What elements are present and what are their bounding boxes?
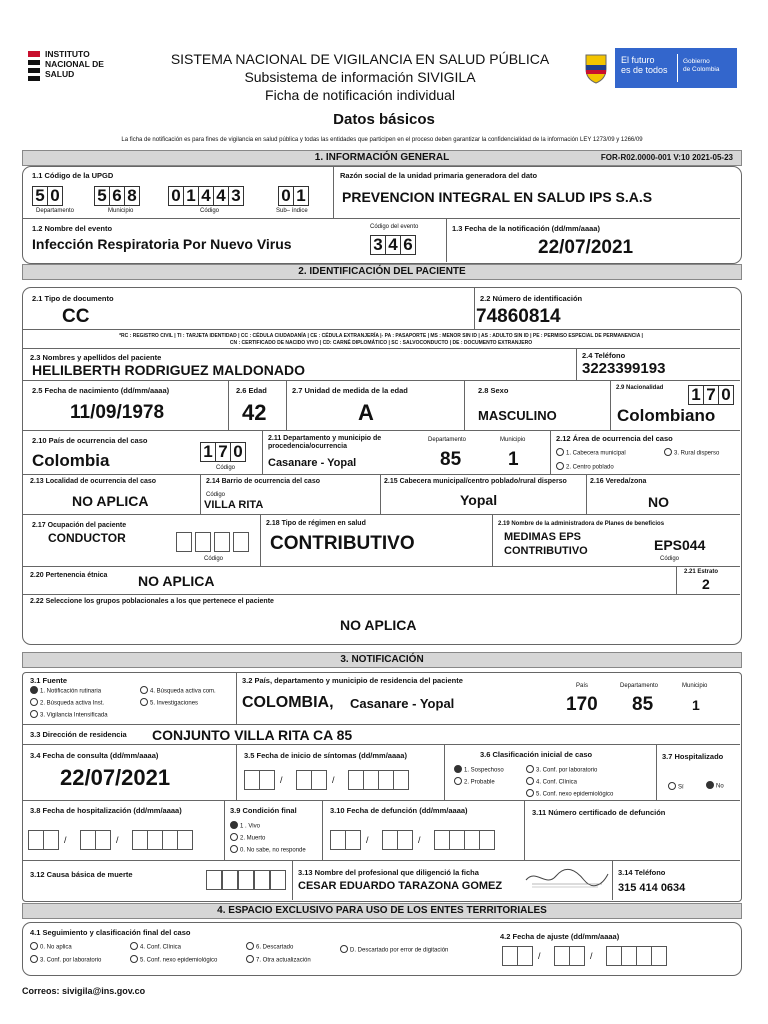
administradora-codigo-label: Código: [660, 556, 680, 562]
pais-code-cell[interactable]: 0: [230, 442, 246, 462]
upgd-label: 1.1 Código de la UPGD: [32, 171, 114, 180]
fuente-opt-3-label: 3. Vigilancia Intensificada: [40, 712, 108, 719]
condicion-opt-ns-label: 0. No sabe, no responde: [240, 847, 306, 854]
gov-name-1: Gobierno: [683, 58, 710, 65]
upgd-digit-cell[interactable]: 5: [94, 186, 110, 206]
grupos-value[interactable]: NO APLICA: [340, 617, 417, 633]
condicion-opt-vivo-label: 1 . Vivo: [240, 823, 260, 830]
ocupacion-code-cell[interactable]: [214, 532, 230, 552]
unidad-edad-value[interactable]: A: [358, 400, 374, 425]
logo-line-3: SALUD: [45, 69, 75, 79]
gov-slogan-1: El futuro: [621, 55, 655, 65]
area-label: 2.12 Área de ocurrencia del caso: [556, 434, 673, 443]
hospitalizado-label: 3.7 Hospitalizado: [662, 752, 724, 761]
upgd-digit-cell[interactable]: 0: [278, 186, 294, 206]
fecha-ajuste-cell[interactable]: [569, 946, 585, 966]
sexo-label: 2.8 Sexo: [478, 386, 509, 395]
date-separator: /: [280, 775, 283, 785]
clasif-opt-1-label: 1. Sospechoso: [464, 767, 504, 774]
upgd-digit-cell[interactable]: 0: [168, 186, 184, 206]
seg-opt-3[interactable]: [30, 956, 101, 964]
fecha-defuncion-cell[interactable]: [434, 830, 450, 850]
nacionalidad-value[interactable]: Colombiano: [617, 406, 716, 425]
nombre-value[interactable]: HELILBERTH RODRIGUEZ MALDONADO: [32, 362, 305, 378]
footer-correos: Correos: sivigila@ins.gov.co: [22, 986, 146, 996]
evento-code-cell[interactable]: 3: [370, 235, 386, 255]
condicion-label: 3.9 Condición final: [230, 806, 297, 815]
fuente-opt-3[interactable]: [30, 711, 108, 719]
numero-id-value[interactable]: 74860814: [476, 306, 561, 327]
direccion-value[interactable]: CONJUNTO VILLA RITA CA 85: [152, 727, 353, 743]
cod-evento-label: Código del evento: [370, 224, 419, 230]
date-separator: /: [64, 835, 67, 845]
ocupacion-codigo-label: Código: [204, 556, 224, 562]
condicion-opt-vivo[interactable]: [230, 822, 260, 830]
barrio-codigo-label: Código: [206, 492, 226, 498]
nombre-label: 2.3 Nombres y apellidos del paciente: [30, 353, 162, 362]
residencia-dep-label: Departamento: [620, 683, 659, 689]
pais-code-cell[interactable]: 7: [215, 442, 231, 462]
profesional-value[interactable]: CESAR EDUARDO TARAZONA GOMEZ: [298, 880, 503, 892]
upgd-digit-cell[interactable]: 6: [109, 186, 125, 206]
seg-opt-3-label: 3. Conf. por laboratorio: [40, 957, 102, 964]
cabecera-value[interactable]: Yopal: [460, 492, 498, 508]
radio-icon: [526, 777, 534, 785]
nacionalidad-code-cell[interactable]: 1: [688, 385, 704, 405]
fecha-ajuste-cell[interactable]: [517, 946, 533, 966]
seg-opt-7[interactable]: [246, 956, 311, 964]
condicion-opt-muerto[interactable]: [230, 834, 265, 842]
fecha-defuncion-cell[interactable]: [479, 830, 495, 850]
tipo-documento-label: 2.1 Tipo de documento: [32, 294, 114, 303]
causa-muerte-cell[interactable]: [222, 870, 238, 890]
ins-logo-icon: [26, 47, 42, 87]
grupos-label: 2.22 Seleccione los grupos poblacionales a los que pertenece el paciente: [30, 598, 274, 605]
fecha-ajuste-cell[interactable]: [502, 946, 518, 966]
date-separator: /: [332, 775, 335, 785]
fecha-sintomas-cell[interactable]: [259, 770, 275, 790]
clasif-opt-5-label: 5. Conf. nexo epidemiológico: [536, 791, 614, 798]
sexo-value[interactable]: MASCULINO: [478, 408, 557, 423]
unidad-edad-label: 2.7 Unidad de medida de la edad: [292, 386, 408, 395]
fecha-hosp-label: 3.8 Fecha de hospitalización (dd/mm/aaaa): [30, 806, 182, 815]
seguimiento-label: 4.1 Seguimiento y clasificación final del caso: [30, 928, 191, 937]
document-types-note: [22, 333, 740, 346]
colombia-shield-icon: [583, 51, 609, 85]
fecha-sintomas-cell[interactable]: [311, 770, 327, 790]
fuente-opt-4-label: 4. Búsqueda activa com.: [150, 688, 216, 695]
pais-ocurrencia-label: 2.10 País de ocurrencia del caso: [32, 436, 148, 445]
telefono-prof-label: 3.14 Teléfono: [618, 868, 666, 877]
residencia-mun-code[interactable]: 1: [692, 697, 700, 713]
seg-opt-5-label: 5. Conf. nexo epidemiológico: [140, 957, 218, 964]
administradora-label: 2.19 Nombre de la administradora de Planes de beneficios: [498, 521, 665, 527]
radio-icon: [30, 955, 38, 963]
fecha-defuncion-label: 3.10 Fecha de defunción (dd/mm/aaaa): [330, 806, 468, 815]
seg-opt-0-label: 0. No aplica: [40, 944, 72, 951]
date-separator: /: [116, 835, 119, 845]
estrato-value[interactable]: 2: [702, 576, 710, 592]
area-opt-centro-label: 2. Centro poblado: [566, 464, 614, 471]
departamento-label: Departamento: [428, 437, 467, 443]
fecha-hosp-cell[interactable]: [43, 830, 59, 850]
depmun-label: 2.11 Departamento y municipio de procedencia/ocurrencia: [268, 435, 382, 450]
fecha-sintomas-cell[interactable]: [244, 770, 260, 790]
fecha-defuncion-cell[interactable]: [382, 830, 398, 850]
logo-line-2: NACIONAL DE: [45, 59, 104, 69]
estrato-label: 2.21 Estrato: [684, 569, 719, 575]
fecha-hosp-cell[interactable]: [28, 830, 44, 850]
upgd-digit-cell[interactable]: 0: [47, 186, 63, 206]
ins-logo: [26, 45, 126, 90]
pais-code-cell[interactable]: 1: [200, 442, 216, 462]
upgd-sub-label: Sub– índice: [276, 208, 308, 214]
section-1-bar: [22, 150, 742, 166]
residencia-pais[interactable]: COLOMBIA,: [242, 694, 334, 711]
evento-code-cell[interactable]: 4: [385, 235, 401, 255]
section-title: Datos básicos: [333, 111, 435, 128]
form-title: SISTEMA NACIONAL DE VIGILANCIA EN SALUD PÚBLICA: [170, 51, 550, 67]
cabecera-label: 2.15 Cabecera municipal/centro poblado/rural disperso: [384, 478, 567, 485]
fecha-ajuste-cell[interactable]: [554, 946, 570, 966]
upgd-digit-cell[interactable]: 4: [213, 186, 229, 206]
fuente-label: 3.1 Fuente: [30, 676, 68, 685]
fecha-defuncion-cell[interactable]: [330, 830, 346, 850]
telefono-value[interactable]: 3223399193: [582, 360, 666, 377]
radio-icon: [30, 710, 38, 718]
gov-name-2: de Colombia: [683, 66, 720, 73]
logo-line-1: INSTITUTO: [45, 49, 90, 59]
ocupacion-code-cell[interactable]: [233, 532, 249, 552]
radio-selected-icon: [454, 765, 462, 773]
localidad-label: 2.13 Localidad de ocurrencia del caso: [30, 478, 157, 485]
municipio-label: Municipio: [500, 437, 526, 443]
gov-logo: [583, 48, 738, 88]
fecha-notificacion-label: 1.3 Fecha de la notificación (dd/mm/aaaa): [452, 224, 600, 233]
residencia-depmun[interactable]: Casanare - Yopal: [350, 696, 455, 711]
radio-icon: [230, 833, 238, 841]
upgd-digit-cell[interactable]: 8: [124, 186, 140, 206]
section-3-bar: 3. NOTIFICACIÓN: [22, 652, 742, 668]
upgd-digit-cell[interactable]: 1: [293, 186, 309, 206]
document-types-note-1: *RC : REGISTRO CIVIL | TI : TARJETA IDENTIDAD | CC : CÉDULA CIUDADANÍA | CE : CÉDULA EXTRANJERÍA |- PA : PASAPORTE | MS : MENOR SIN ID | AS : ADULTO SIN ID | PE : PERMISO ESPECIAL DE PERMANENCIA |: [119, 333, 643, 339]
fecha-defuncion-cell[interactable]: [345, 830, 361, 850]
radio-icon: [556, 462, 564, 470]
telefono-prof-value[interactable]: 315 414 0634: [618, 882, 686, 894]
upgd-digit-cell[interactable]: 5: [32, 186, 48, 206]
residencia-pais-code[interactable]: 170: [566, 694, 598, 715]
barrio-value[interactable]: VILLA RITA: [204, 499, 264, 511]
fecha-ajuste-cell[interactable]: [606, 946, 622, 966]
fecha-sintomas-cell[interactable]: [378, 770, 394, 790]
section-2-bar: 2. IDENTIFICACIÓN DEL PACIENTE: [22, 264, 742, 280]
signature-stamp-icon: [522, 866, 612, 892]
regimen-label: 2.18 Tipo de régimen en salud: [266, 520, 366, 527]
edad-label: 2.6 Edad: [236, 386, 267, 395]
condicion-opt-muerto-label: 2. Muerto: [240, 835, 266, 842]
fecha-sintomas-cell[interactable]: [296, 770, 312, 790]
evento-code-cell[interactable]: 6: [400, 235, 416, 255]
upgd-digit-cell[interactable]: 1: [183, 186, 199, 206]
clasif-opt-4-label: 4. Conf. Clínica: [536, 779, 578, 786]
administradora-value-1[interactable]: MEDIMAS EPS: [504, 531, 582, 543]
disclaimer: La ficha de notificación es para fines de vigilancia en salud pública y todas las entidades que participen en el proceso deben garantizar la confidencialidad de la información LEY 1273/09 y 1266/09: [121, 137, 643, 143]
date-separator: /: [538, 951, 541, 961]
fecha-nacimiento-label: 2.5 Fecha de nacimiento (dd/mm/aaaa): [32, 386, 170, 395]
section-1-title: 1. INFORMACIÓN GENERAL: [314, 152, 450, 163]
localidad-value[interactable]: NO APLICA: [72, 493, 149, 509]
radio-selected-icon: [706, 781, 714, 789]
evento-label: 1.2 Nombre del evento: [32, 224, 113, 233]
radio-icon: [230, 845, 238, 853]
seg-opt-6[interactable]: [246, 943, 293, 951]
fecha-defuncion-cell[interactable]: [464, 830, 480, 850]
ocupacion-code-cell[interactable]: [176, 532, 192, 552]
clasif-opt-2[interactable]: [454, 778, 495, 786]
fecha-consulta-label: 3.4 Fecha de consulta (dd/mm/aaaa): [30, 751, 159, 760]
upgd-dep-label: Departamento: [36, 208, 75, 214]
nacionalidad-code-cell[interactable]: 7: [703, 385, 719, 405]
departamento-value[interactable]: 85: [440, 449, 462, 470]
form-code: FOR-R02.0000-001 V:10 2021-05-23: [600, 153, 733, 162]
fecha-sintomas-cell[interactable]: [348, 770, 364, 790]
date-separator: /: [366, 835, 369, 845]
causa-muerte-cell[interactable]: [238, 870, 254, 890]
vereda-label: 2.16 Vereda/zona: [590, 478, 647, 485]
nacionalidad-label: 2.9 Nacionalidad: [616, 385, 664, 391]
clasif-opt-2-label: 2. Probable: [464, 779, 495, 786]
seg-opt-7-label: 7. Otra actualización: [256, 957, 311, 964]
radio-icon: [246, 955, 254, 963]
causa-muerte-label: 3.12 Causa básica de muerte: [30, 870, 133, 879]
radio-icon: [556, 448, 564, 456]
fecha-nacimiento-value[interactable]: 11/09/1978: [70, 402, 165, 423]
residencia-mun-label: Municipio: [682, 683, 708, 689]
radio-icon: [30, 698, 38, 706]
section-4-bar: 4. ESPACIO EXCLUSIVO PARA USO DE LOS ENTES TERRITORIALES: [22, 903, 742, 919]
fecha-ajuste-label: 4.2 Fecha de ajuste (dd/mm/aaaa): [500, 932, 620, 941]
fecha-ajuste-cell[interactable]: [636, 946, 652, 966]
clasif-opt-3[interactable]: [526, 766, 597, 774]
residencia-pais-label: País: [576, 683, 589, 689]
radio-selected-icon: [30, 686, 38, 694]
seg-opt-d-label: D. Descartado por error de digitación: [350, 947, 449, 954]
date-separator: /: [418, 835, 421, 845]
fecha-hosp-cell[interactable]: [162, 830, 178, 850]
administradora-value-2[interactable]: CONTRIBUTIVO: [504, 545, 588, 557]
radio-icon: [246, 942, 254, 950]
etnica-value[interactable]: NO APLICA: [138, 573, 215, 589]
fecha-ajuste-cell[interactable]: [621, 946, 637, 966]
ocupacion-label: 2.17 Ocupación del paciente: [32, 522, 127, 529]
fecha-ajuste-cell[interactable]: [651, 946, 667, 966]
seg-opt-0[interactable]: [30, 943, 72, 951]
document-types-note-2: CN : CERTIFICADO DE NACIDO VIVO | CD: CARNÉ DIPLOMÁTICO | SC : SALVOCONDUCTO | DE : DOCUMENTO EXTRANJERO: [229, 339, 533, 346]
hospitalizado-si[interactable]: [668, 783, 684, 791]
clasif-opt-3-label: 3. Conf. por laboratorio: [536, 767, 598, 774]
form-subtitle: Subsistema de información SIVIGILA: [244, 69, 476, 85]
radio-icon: [30, 942, 38, 950]
area-opt-cabecera[interactable]: [556, 449, 626, 457]
seg-opt-d[interactable]: [340, 946, 448, 954]
vereda-value[interactable]: NO: [648, 494, 669, 510]
pais-codigo-label: Código: [216, 465, 236, 471]
fecha-hosp-cell[interactable]: [95, 830, 111, 850]
upgd-mun-label: Municipio: [108, 208, 134, 214]
razon-value: PREVENCION INTEGRAL EN SALUD IPS S.A.S: [342, 189, 653, 205]
fecha-consulta-value[interactable]: 22/07/2021: [60, 765, 171, 790]
radio-icon: [130, 942, 138, 950]
etnica-label: 2.20 Pertenencia étnica: [30, 572, 108, 579]
fuente-opt-4[interactable]: [140, 687, 216, 695]
numero-id-label: 2.2 Número de identificación: [480, 294, 583, 303]
seg-opt-5[interactable]: [130, 956, 217, 964]
residencia-label: 3.2 País, departamento y municipio de residencia del paciente: [242, 676, 463, 685]
fuente-opt-1-label: 1. Notificación rutinaria: [40, 688, 102, 695]
certificado-label: 3.11 Número certificado de defunción: [532, 808, 666, 817]
radio-icon: [454, 777, 462, 785]
telefono-label: 2.4 Teléfono: [582, 351, 626, 360]
direccion-label: 3.3 Dirección de residencia: [30, 730, 127, 739]
profesional-label: 3.13 Nombre del profesional que diligenció la ficha: [298, 868, 479, 877]
fecha-hosp-cell[interactable]: [80, 830, 96, 850]
fuente-opt-2-label: 2. Búsqueda activa Inst.: [40, 700, 105, 707]
radio-icon: [526, 789, 534, 797]
upgd-digit-cell[interactable]: 4: [198, 186, 214, 206]
tipo-documento-value[interactable]: CC: [62, 306, 90, 327]
causa-muerte-cell[interactable]: [270, 870, 286, 890]
regimen-value[interactable]: CONTRIBUTIVO: [270, 533, 415, 554]
fecha-defuncion-cell[interactable]: [397, 830, 413, 850]
edad-value[interactable]: 42: [242, 400, 267, 425]
radio-icon: [340, 945, 348, 953]
area-opt-centro[interactable]: [556, 463, 614, 471]
evento-value: Infección Respiratoria Por Nuevo Virus: [32, 236, 292, 252]
form-subtitle-2: Ficha de notificación individual: [265, 87, 455, 103]
clasif-opt-4[interactable]: [526, 778, 577, 786]
hospitalizado-si-label: Sí: [678, 784, 684, 791]
radio-icon: [526, 765, 534, 773]
date-separator: /: [590, 951, 593, 961]
municipio-value[interactable]: 1: [508, 449, 519, 470]
area-opt-rural-label: 3. Rural disperso: [674, 450, 720, 457]
fecha-notificacion-value[interactable]: 22/07/2021: [538, 237, 634, 258]
upgd-cod-label: Código: [200, 208, 220, 214]
seg-opt-6-label: 6. Descartado: [256, 944, 294, 951]
fecha-hosp-cell[interactable]: [177, 830, 193, 850]
causa-muerte-cell[interactable]: [206, 870, 222, 890]
fuente-opt-2[interactable]: [30, 699, 104, 707]
nacionalidad-code-cell[interactable]: 0: [718, 385, 734, 405]
clasif-opt-1[interactable]: [454, 766, 504, 774]
depmun-value[interactable]: Casanare - Yopal: [268, 457, 357, 469]
fuente-opt-1[interactable]: [30, 687, 101, 695]
razon-label: Razón social de la unidad primaria generadora del dato: [340, 171, 538, 180]
causa-muerte-cell[interactable]: [254, 870, 270, 890]
radio-icon: [130, 955, 138, 963]
radio-selected-icon: [230, 821, 238, 829]
administradora-code[interactable]: EPS044: [654, 537, 706, 553]
radio-icon: [668, 782, 676, 790]
gov-slogan-2: es de todos: [621, 65, 668, 75]
seg-opt-4-label: 4. Conf. Clínica: [140, 944, 182, 951]
fecha-sintomas-cell[interactable]: [363, 770, 379, 790]
barrio-label: 2.14 Barrio de ocurrencia del caso: [206, 478, 320, 485]
upgd-digit-cell[interactable]: 3: [228, 186, 244, 206]
hospitalizado-no-label: No: [716, 783, 724, 790]
fecha-defuncion-cell[interactable]: [449, 830, 465, 850]
residencia-dep-code[interactable]: 85: [632, 694, 654, 715]
condicion-opt-ns[interactable]: [230, 846, 306, 854]
ocupacion-value[interactable]: CONDUCTOR: [48, 531, 126, 545]
fuente-opt-5-label: 5. Investigaciones: [150, 700, 199, 707]
radio-icon: [140, 698, 148, 706]
fuente-opt-5[interactable]: [140, 699, 198, 707]
pais-ocurrencia-value[interactable]: Colombia: [32, 451, 110, 470]
hospitalizado-no[interactable]: [706, 782, 724, 790]
seg-opt-4[interactable]: [130, 943, 181, 951]
radio-icon: [664, 448, 672, 456]
ocupacion-code-cell[interactable]: [195, 532, 211, 552]
area-opt-rural[interactable]: [664, 449, 719, 457]
fecha-sintomas-label: 3.5 Fecha de inicio de síntomas (dd/mm/aaaa): [244, 751, 407, 760]
fecha-hosp-cell[interactable]: [132, 830, 148, 850]
clasif-opt-5[interactable]: [526, 790, 613, 798]
clasificacion-label: 3.6 Clasificación inicial de caso: [480, 750, 593, 759]
area-opt-cabecera-label: 1. Cabecera municipal: [566, 450, 626, 457]
fecha-hosp-cell[interactable]: [147, 830, 163, 850]
fecha-sintomas-cell[interactable]: [393, 770, 409, 790]
radio-icon: [140, 686, 148, 694]
